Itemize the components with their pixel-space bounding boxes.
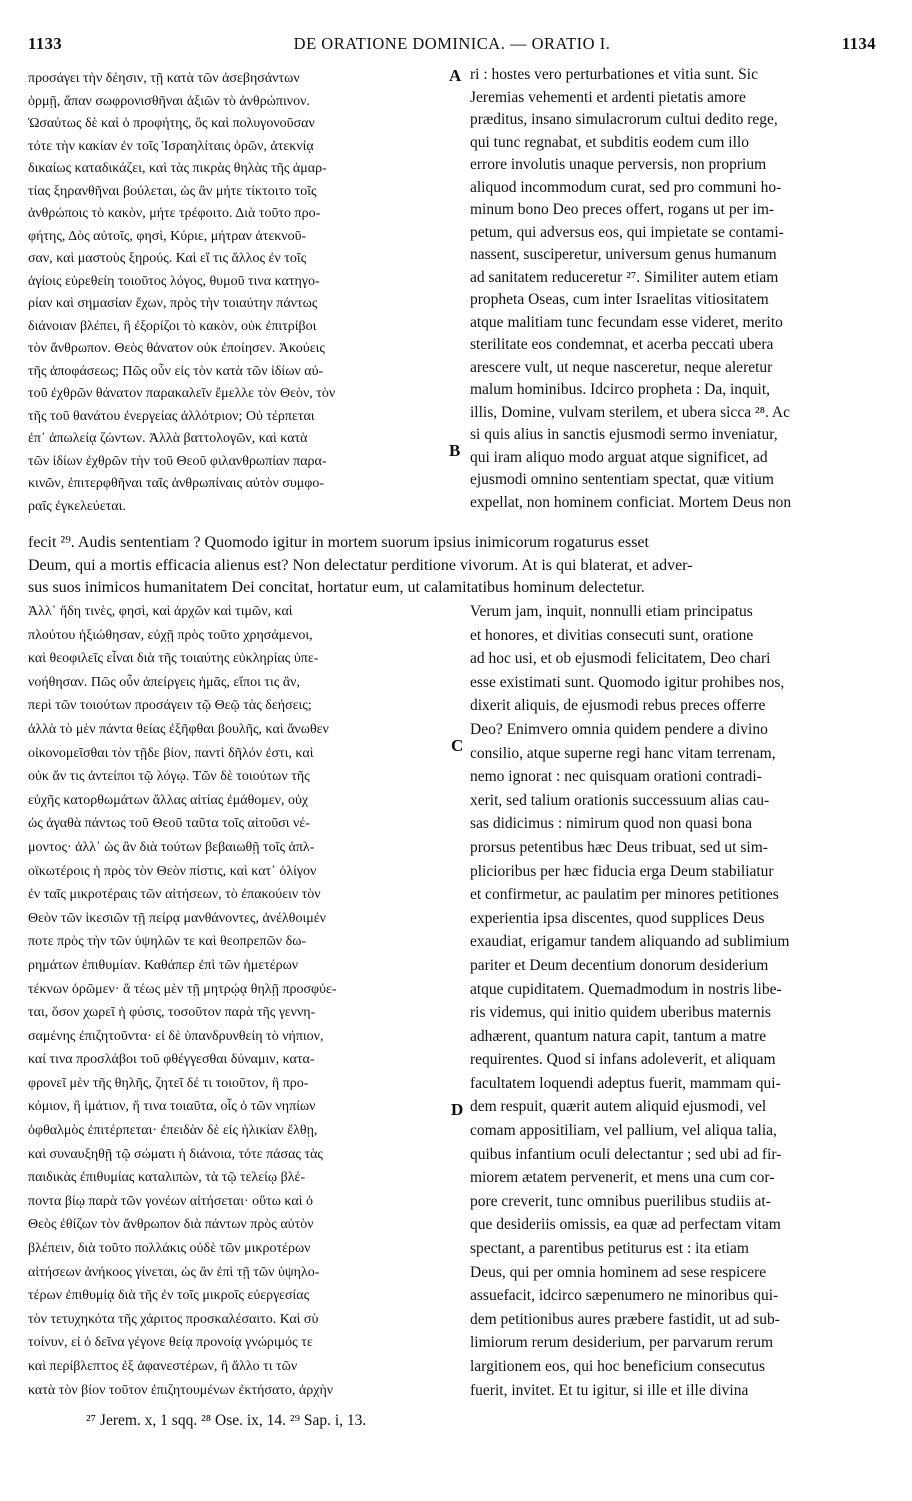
text-line: ἐν ταῖς μικροτέραις τῶν αἰτήσεων, τὸ ἐπακούειν τὸν [28,887,321,903]
section-marker-d: D [451,1100,464,1119]
latin-column-top [470,64,882,514]
text-line: propheta Oseas, cum inter Israelitas vitiositatem [470,291,769,308]
text-line: Ὡσαύτως δὲ καὶ ὁ προφήτης, ὅς καὶ πολυγονοῦσαν [28,116,315,131]
text-line: aliquod incommodum curat, sed pro communi ho- [470,178,782,196]
text-line: τοίνυν, εἰ ὁ δεῖνα γέγονε θείᾳ προνοίᾳ γνώριμός τε [28,1335,313,1351]
text-line: fuerit, invitet. Et tu igitur, si ille et ille divina [470,1381,749,1399]
text-line: προσάγει τὴν δέησιν, τῇ κατὰ τῶν ἀσεβησάντων [28,71,300,86]
text-line: φρονεῖ μὲν τῆς θηλῆς, ζητεῖ δέ τι τοιοῦτον, ἢ προ- [28,1075,309,1091]
text-line: nassent, susciperetur, universum genus humanum [470,246,777,263]
text-line: καί τινα προσλάβοι τοῦ φθέγγεσθαι δύναμιν, κατα- [28,1052,315,1068]
page-number-left: 1133 [28,34,63,53]
text-line: Deum, qui a mortis efficacia alienus est? Non delectatur perditione vivorum. At is qui blaterat, et adver- [28,556,693,574]
text-line: ραῖς ἐγκελεύεται. [28,498,126,514]
text-line: ri : hostes vero perturbationes et vitia sunt. Sic [470,66,758,83]
text-line: τῶν ἰδίων ἐχθρῶν τὴν τοῦ Θεοῦ φιλανθρωπίαν παρα- [28,453,327,469]
text-line: μοντος· ἀλλ᾽ ὡς ἂν διὰ τούτων βεβαιωθῇ τοῖς ἁπλ- [28,839,315,855]
text-line: et confirmetur, ac paulatim per minores petitiones [470,886,779,904]
text-line: Ἀλλ᾽ ἤδη τινὲς, φησὶ, καὶ ἀρχῶν καὶ τιμῶν, καὶ [28,604,293,619]
text-line: arescere vult, ut neque nasceretur, neque aleretur [470,358,773,376]
text-line: οὐκ ἄν τις ἀντείποι τῷ λόγῳ. Τῶν δὲ τοιούτων τῆς [28,769,310,785]
text-line: εὐχῆς κατορθωμάτων ἄλλας αἰτίας ἐμάθομεν, οὐχ [28,792,309,808]
text-line: Θεὸν τῶν ἱκεσιῶν τῇ πείρᾳ μανθάνοντες, ἀνέλθοιμέν [28,910,326,926]
text-line: ris videmus, qui initio quidem uberibus maternis [470,1004,771,1022]
text-line: τῆς ἀποφάσεως; Πῶς οὖν εἰς τὸν κατὰ τῶν ἰδίων αὐ- [28,363,324,379]
text-line: dem petitionibus aures præbere fastidit, ut ad sub- [470,1310,780,1328]
text-line: xerit, sed talium orationis successuum alias cau- [470,791,770,809]
latin-column-bottom [470,600,882,1402]
section-marker-c: C [451,736,464,755]
text-line: κινῶν, ἐπιτερφθῆναι ταῖς ἀνθρωπίναις αὐτὸν συμφο- [28,476,325,491]
text-line: quibus infantium oculi delectantur ; sed ubi ad fir- [470,1145,782,1163]
text-line: ἐπ᾽ ἀπωλείᾳ ζώντων. Ἀλλὰ βαττολογῶν, καὶ κατὰ [28,431,308,446]
text-line: petum, qui adversus eos, qui impietate se contami- [470,223,784,241]
footnotes: ²⁷ Jerem. x, 1 sqq. ²⁸ Ose. ix, 14. ²⁹ Sap. i, 13. [86,1412,367,1429]
text-line: sterilitate eos condemnat, et acerba peccati ubera [470,336,774,353]
text-line: et honores, et divitias consecuti sunt, oratione [470,626,754,644]
text-line: φήτης, Δὸς αὐτοῖς, φησὶ, Κύριε, μήτραν ἀτεκνοῦ- [28,228,307,244]
text-line: παιδικὰς ἐπιθυμίας καταλιπὼν, τὰ τῷ τελείῳ βλέ- [28,1170,306,1186]
text-line: βλέπειν, διὰ τοῦτο πολλάκις οὐδὲ τῶν μικροτέρων [28,1241,311,1257]
text-line: ὁρμῇ, ἅπαν σωφρονισθῆναι ἀξιῶν τὸ ἀνθρώπινον. [28,93,310,109]
text-line: atque cupiditatem. Quemadmodum in nostris libe- [470,980,782,998]
text-line: ποτε πρὸς τὴν τῶν ὑψηλῶν τε καὶ θεοπρεπῶν δω- [28,934,307,950]
text-line: αἰτήσεων ἀνήκοος γίνεται, ὡς ἂν ἐπὶ τῇ τῶν ὑψηλο- [28,1264,320,1280]
text-line: præditus, insano simulacrorum cultui dedito rege, [470,111,778,128]
text-line: τὸν τετυχηκότα τῆς χάριτος προσκαλέσαιτο. Καὶ σὺ [28,1311,319,1327]
text-line: ad sanitatem reduceretur ²⁷. Similiter autem etiam [470,268,779,286]
text-line: atque malitiam tunc fecundam esse videret, merito [470,313,783,331]
text-line: requirentes. Quod si infans adoleverit, et aliquam [470,1051,776,1069]
text-line: qui iram aliquo modo arguat atque significet, ad [470,448,768,466]
text-line: διάνοιαν βλέπει, ἢ ἐξορίζοι τὸ κακὸν, οὐκ ἐπιτρίβοι [28,318,317,334]
text-line: fecit ²⁹. Audis sententiam ? Quomodo igitur in mortem suorum ipsius inimicorum rogaturus esset [28,534,649,551]
text-line: facultatem loquendi adeptus fuerit, mammam qui- [470,1074,781,1092]
text-line: ejusmodi omnino sententiam spectat, quæ vitium [470,471,774,488]
text-line: Jeremias vehementi et ardenti pietatis amore [470,88,746,106]
text-line: Θεὸς ἐθίζων τὸν ἄνθρωπον διὰ πάντων πρὸς αὐτὸν [28,1217,314,1233]
text-line: dixerit aliquis, de ejusmodi rebus preces offerre [470,697,766,715]
text-line: πλούτου ἠξιώθησαν, εὐχῇ πρὸς τοῦτο χρησάμενοι, [28,627,313,643]
text-line: assuefacit, idcirco sæpenumero ne minoribus qui- [470,1287,779,1305]
text-line: largitionem eos, qui hoc beneficium consecutus [470,1358,765,1375]
section-marker-b: B [449,441,461,460]
text-line: τότε τὴν κακίαν ἐν τοῖς Ἰσραηλίταις ὁρῶν, ἀτεκνίᾳ [28,138,314,154]
text-line: qui tunc regnabat, et subditis eodem cum illo [470,133,749,151]
text-line: ται, ὅσον χωρεῖ ἡ φύσις, τοσοῦτον παρὰ τῆς γεννη- [28,1005,316,1021]
text-line: ποντα βίῳ παρὰ τῶν γονέων αἰτήσεται· οὕτω καὶ ὁ [28,1193,313,1209]
greek-column-bottom [28,600,448,1402]
text-line: τέρων ἐπιθυμίᾳ διὰ τῆς ἐν τοῖς μικροῖς εὐεργεσίας [28,1288,310,1304]
section-marker-a: A [449,66,462,85]
text-line: nemo ignorat : nec quisquam orationi contradi- [470,768,762,786]
text-line: dem respuit, quærit autem aliquid ejusmodi, vel [470,1098,767,1116]
text-line: limiorum rerum desiderium, per parvarum rerum [470,1334,774,1352]
text-line: esse existimati sunt. Quomodo igitur prohibes nos, [470,673,785,691]
text-line: plicioribus per hæc fiducia erga Deum stabiliatur [470,862,774,880]
text-line: τοῦ ἐχθρῶν θάνατον παρακαλεῖν ἔμελλε τὸν Θεὸν, τὸν [28,386,336,401]
text-line: sus suos inimicos humanitatem Dei concitat, hortatur eum, ut calamitatibus hominum delectetur. [28,579,645,596]
text-line: si quis alius in sanctis ejusmodi sermo inveniatur, [470,426,778,443]
text-line: ὡς ἀγαθὰ πάντως τοῦ Θεοῦ ταῦτα τοῖς αἰτοῦσι νέ- [28,816,310,832]
text-line: exaudiat, erigamur tandem aliquando ad sublimium [470,933,790,951]
text-line: ad hoc usi, et ob ejusmodi felicitatem, Deo chari [470,650,771,668]
text-line: expellat, non hominem conficiat. Mortem Deus non [470,493,792,511]
text-line: prorsus petentibus hæc Deus tribuat, sed ut sim- [470,838,768,856]
greek-column-top [28,68,448,518]
text-line: que desideriis omissis, ea quæ ad perfectam vitam [470,1216,781,1234]
text-line: νοήθησαν. Πῶς οὖν ἀπείργεις ἡμᾶς, εἴποι τις ἂν, [28,674,300,690]
text-line: miorem ætatem pervenerit, et mens una cum cor- [470,1169,775,1187]
text-line: καὶ θεοφιλεῖς εἶναι διὰ τῆς τοιαύτης εὐκληρίας ὑπε- [28,651,319,667]
text-line: errore involutis unaque perversis, non proprium [470,156,767,173]
text-line: consilio, atque superne regi hanc vitam terrenam, [470,744,776,762]
text-line: illis, Domine, vulvam sterilem, et ubera sicca ²⁸. Ac [470,403,790,421]
text-line: σαμένης ἐπιζητοῦντα· εἰ δὲ ὑπανδρυνθείη τὸ νήπιον, [28,1028,324,1044]
text-line: περὶ τῶν τοιούτων προσάγειν τῷ Θεῷ τὰς δεήσεις; [28,698,312,714]
text-line: experientia ipsa discentes, quod supplices Deus [470,909,765,927]
text-line: κατὰ τὸν βίον τοῦτον ἐπιζητουμένων ἐκτήσατο, ἀρχὴν [28,1382,334,1398]
text-line: pariter et Deum decentium donorum desiderium [470,956,769,974]
text-line: τίας ξηρανθῆναι βούλεται, ὡς ἂν μήτε τίκτοιτο τοῖς [28,183,317,199]
text-line: pore creverit, tunc omnibus puerilibus studiis at- [470,1192,771,1210]
text-line: minum bono Deo preces offert, rogans ut per im- [470,201,775,218]
text-line: καὶ περίβλεπτος ἐξ ἀφανεστέρων, ἢ ἄλλο τι τῶν [28,1359,298,1374]
text-line: σαν, καὶ μαστοὺς ξηρούς. Καὶ εἴ τις ἄλλος ἐν τοῖς [28,251,307,266]
text-line: οϊκωτέροις ἡ πρὸς τὸν Θεὸν πίστις, καὶ κατ᾽ ὀλίγον [28,863,317,879]
text-line: ἁγίοις εὑρεθείη τοιοῦτος λόγος, θυμοῦ τινα κατηγο- [28,273,320,289]
page-number-right: 1134 [841,34,876,53]
text-line: spectant, a parentibus petiturus est : ita etiam [470,1240,749,1258]
text-line: τέκνων ὁρῶμεν· ἅ τέως μὲν τῇ μητρῴᾳ θηλῇ προσφύε- [28,981,337,997]
text-line: Deus, qui per omnia hominem ad sese respicere [470,1263,767,1281]
text-line: δικαίως καταδικάζει, καὶ τὰς πικρὰς θηλὰς τῆς ἁμαρ- [28,161,327,176]
text-line: ρημάτων ἐπιθυμίαν. Καθάπερ ἐπὶ τῶν ἡμετέρων [28,957,299,973]
running-title: DE ORATIONE DOMINICA. — ORATIO I. [293,34,611,53]
text-line: sas didicimus : nimirum quod non quasi bona [470,815,752,833]
text-line: τὸν ἄνθρωπον. Θεὸς θάνατον οὐκ ἐποίησεν. Ἀκούεις [28,341,325,356]
text-line: Verum jam, inquit, nonnulli etiam principatus [470,603,753,620]
text-line: Deo? Enimvero omnia quidem pendere a divino [470,720,768,738]
text-line: ρίαν καὶ σημασίαν ἔχων, πρὸς τὴν τοιαύτην πάντως [28,296,318,311]
page-header [28,34,876,58]
text-line: τῆς τοῦ θανάτου ἐνεργείας ἀλλότριον; Οὐ τέρπεται [28,408,315,424]
text-line: ὀφθαλμὸς ἐπιτέρπεται· ἐπειδὰν δὲ εἰς ἡλικίαν ἔλθῃ, [28,1123,318,1139]
text-line: malum hominibus. Idcirco propheta : Da, inquit, [470,381,771,398]
text-line: καὶ συναυξηθῇ τῷ σώματι ἡ διάνοια, τότε πάσας τὰς [28,1146,323,1162]
latin-full-width-passage [28,532,882,600]
text-line: οἰκονομεῖσθαι τὸν τῇδε βίον, παντὶ δῆλόν ἐστι, καὶ [28,745,314,761]
text-line: ἀνθρώποις τὸ κακὸν, μήτε τρέφοιτο. Διὰ τοῦτο προ- [28,206,321,221]
text-line: adhærent, quantum natura capit, tantum a matre [470,1027,767,1045]
text-line: κόμιον, ἢ ἱμάτιον, ἤ τινα τοιαῦτα, οἷς ὁ τῶν νηπίων [28,1099,316,1115]
text-line: ἀλλὰ τὸ μὲν πάντα θείας ἐξῆφθαι βουλῆς, καὶ ἄνωθεν [28,721,329,737]
text-line: comam appositiliam, vel pallium, vel aliqua talia, [470,1122,777,1140]
